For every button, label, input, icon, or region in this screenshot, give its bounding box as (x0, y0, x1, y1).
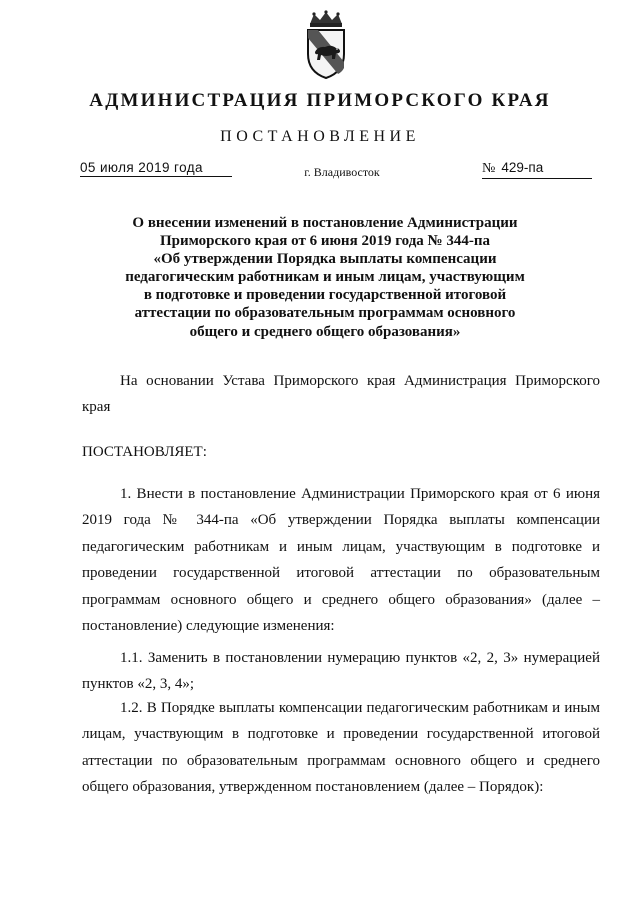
subject-line: аттестации по образовательным программам основного (134, 305, 516, 322)
subject-line: в подготовке и проведении государственной итоговой (143, 287, 507, 304)
item-1-text: 1. Внести в постановление Администрации Приморского края от 6 июня 2019 года № 344-па «Об утверждении Порядка выплаты компенсации педагогическим работникам и иным лицам, участвующим в подготовке и проведении государственной итоговой аттестации по образовательным программам основного общего и среднего общего образования» (далее – постановление) следующие изменения: (82, 486, 600, 635)
subject-line: общего и среднего общего образования» (189, 323, 461, 340)
document-subject (100, 214, 550, 341)
item-1-2-text: 1.2. В Порядке выплаты компенсации педагогическим работникам и иным лицам, участвующим в подготовке и проведении государственной итоговой аттестации по образовательным программам основного общего и среднего общего образования, утвержденном постановлением (далее – Порядок): (82, 700, 600, 796)
subject-line: Приморского края от 6 июня 2019 года № 344-па (160, 233, 490, 250)
number-label: № (482, 161, 496, 176)
organization-title: АДМИНИСТРАЦИЯ ПРИМОРСКОГО КРАЯ (89, 90, 551, 111)
paragraph-basis (82, 368, 600, 421)
document-date: 05 июля 2019 года (80, 160, 232, 177)
primorye-coat-of-arms-icon (298, 10, 354, 82)
paragraph-item-1-1 (82, 645, 600, 698)
subject-line: О внесении изменений в постановление Администрации (132, 215, 518, 231)
document-city: г. Владивосток (304, 165, 380, 179)
subject-line: педагогическим работникам и иным лицам, участвующим (125, 269, 525, 286)
basis-text: На основании Устава Приморского края Администрация Приморского края (82, 373, 600, 416)
paragraph-item-1 (82, 481, 600, 639)
document-number (482, 160, 592, 179)
subject-line: «Об утверждении Порядка выплаты компенсации (153, 251, 497, 268)
item-1-1-text: 1.1. Заменить в постановлении нумерацию пунктов «2, 2, 3» нумерацией пунктов «2, 3, 4»; (82, 650, 600, 693)
paragraph-resolve: ПОСТАНОВЛЯЕТ: (82, 444, 207, 460)
paragraph-item-1-2 (82, 695, 600, 801)
document-type: ПОСТАНОВЛЕНИЕ (220, 128, 420, 145)
number-value: 429-па (501, 160, 544, 175)
